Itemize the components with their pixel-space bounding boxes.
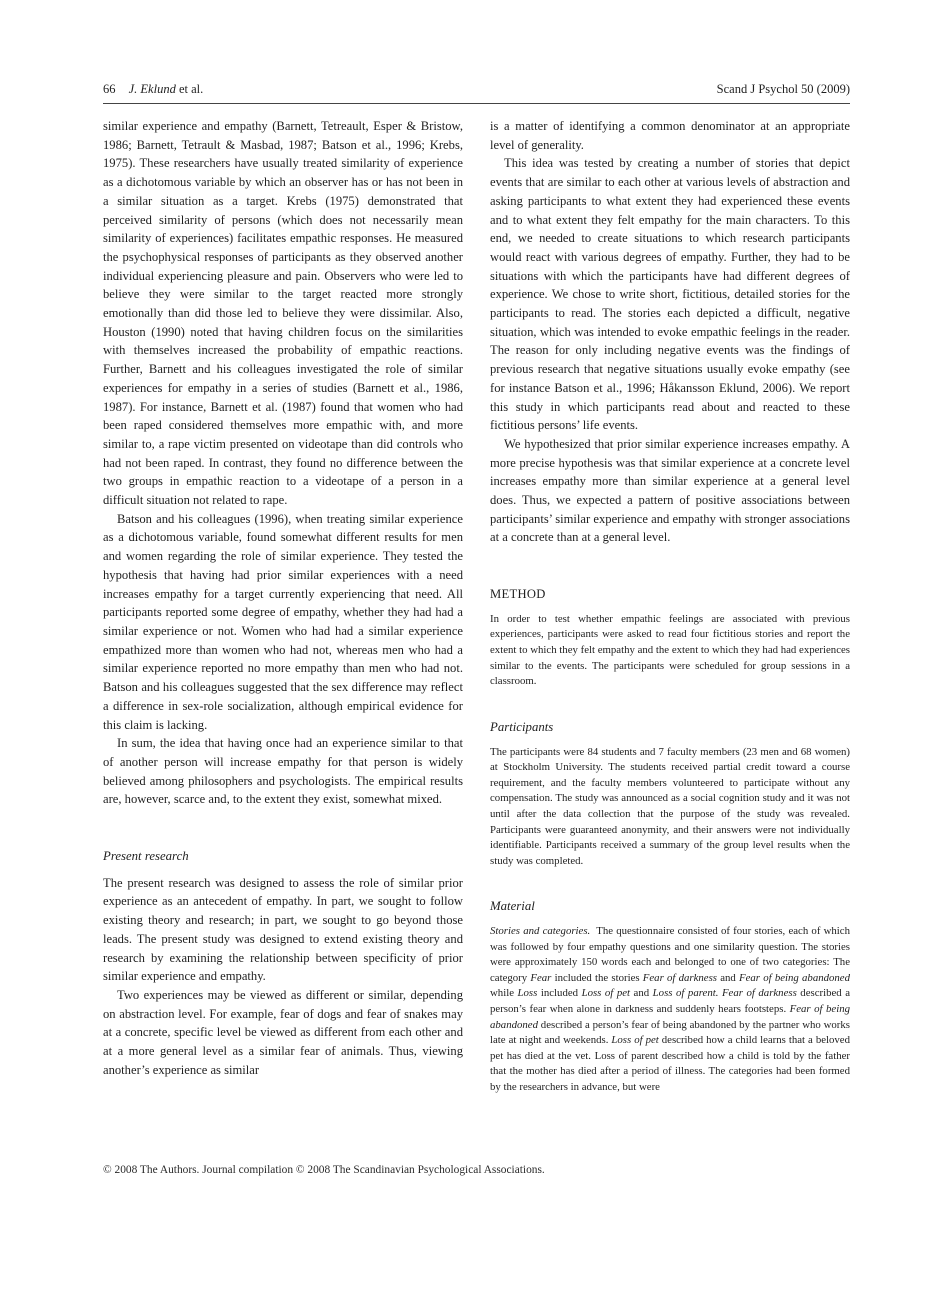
stories-paragraph: Stories and categories. The questionnaire consisted of four stories, each of which was followed by four empathy questions and one similarity question. The stories were approximately 150 words each and belonged to one of two categories: The category Fear included the stories Fear of darkness and Fear of being abandoned while Loss included Loss of pet and Loss of parent. Fear of darkness described a person’s fear when alone in darkness and suddenly hears footsteps. Fear of being abandoned described a person’s fear of being abandoned by the partner who works late at night and weekends. Loss of pet described how a child learns that a beloved pet has died at the vet. Loss of parent described how a child is told by the father that the mother has died after a period of illness. The categories had been formed by the researchers in advance, but were — [490, 925, 851, 1093]
runin-heading-stories: Stories and categories. — [490, 925, 591, 937]
copyright-footer: © 2008 The Authors. Journal compilation © 2008 The Scandinavian Psychological Associations. — [103, 1164, 545, 1176]
paragraph: similar experience and empathy (Barnett, Tetreault, Esper & Bristow, 1986; Barnett, Tetrault & Masbad, 1987; Batson et al., 1996; Krebs, 1975). These researchers have usually treated similarity of experience as a dichotomous variable by which an observer has or has not been in a similar situation as a target. Krebs (1975) demonstrated that perceived similarity of persons (which does not necessarily mean similarity of experiences) facilitates empathic responses. He measured the psychophysical responses of participants as they observed another individual experiencing pleasure and pain. Observers who were led to believe they were similar to the target reacted more strongly emotionally than did those led to believe they were dissimilar. Also, Houston (1990) noted that having children focus on the similarities with themselves increased the probability of empathic reactions. Further, Barnett and his colleagues investigated the role of similar experiences for empathy in a series of studies (Barnett et al., 1986, 1987). For instance, Barnett et al. (1987) found that women who had been raped considered themselves more empathic with, and more similar to, a rape victim presented on videotape than did controls who had not been raped. In contrast, they found no difference between the two groups in empathic reaction to a videotape of a person in a difficult situation not related to rape. — [103, 119, 463, 508]
paragraph: The present research was designed to assess the role of similar prior experience as an antecedent of empathy. In part, we sought to follow existing theory and research; in part, we sought to go beyond those leads. The present study was designed to extend existing theory and research by examining the relationship between specificity of prior similar experience and empathy. — [103, 875, 463, 984]
section-heading-present-research: Present research — [103, 849, 189, 864]
paragraph: Batson and his colleagues (1996), when treating similar experience as a dichotomous variable, found somewhat different results for men and women regarding the role of similar experience. They tested the hypothesis that having had prior similar experiences with a need increases empathy for a target currently experiencing that need. All participants reported some degree of empathy, whether they had had a similar experience or not. Women who had had a similar experience empathized more than women who had not, whereas men who had a similar experience reported no more empathy than men who had not. Batson and his colleagues suggested that the sex difference may reflect a difference in sex-role socialization, although empirical evidence for this claim is lacking. — [103, 511, 463, 732]
header-author-suffix: et al. — [178, 82, 204, 96]
journal-citation: Scand J Psychol 50 (2009) — [716, 82, 850, 96]
section-heading-participants: Participants — [490, 719, 554, 734]
left-column — [103, 117, 463, 1079]
header-rule — [103, 103, 850, 104]
paragraph: is a matter of identifying a common denominator at an appropriate level of generality. — [490, 119, 850, 152]
participants-paragraph: The participants were 84 students and 7 faculty members (23 men and 68 women) at Stockholm University. The students received partial credit toward a course requirement, and the faculty members volunteered to participate without any compensation. The study was announced as a social cognition study and it was not until after the data collection that the purpose of the study was revealed. Participants were guaranteed anonymity, and their answers were not individually identifiable. Participants received a summary of the group level results when the study was completed. — [490, 745, 850, 867]
paragraph: In sum, the idea that having once had an experience similar to that of another person will increase empathy for that person is widely believed among philosophers and psychologists. The empirical results are, however, scarce and, to the extent they exist, somewhat mixed. — [103, 736, 463, 807]
right-column — [490, 117, 850, 1096]
page-number: 66 — [103, 82, 116, 96]
paragraph: Two experiences may be viewed as different or similar, depending on abstraction level. For example, fear of dogs and fear of snakes may at a concrete, specific level be viewed as different from each other and at a more general level as a similar fear of animals. Thus, viewing another’s experience as similar — [103, 987, 463, 1077]
paragraph: This idea was tested by creating a number of stories that depict events that are similar to each other at various levels of abstraction and asking participants to what extent they had experienced these events and to what extent they felt empathy for the main characters. To this end, we needed to create situations to which research participants would react with various degrees of empathy. Further, they had to be situations with which the participants have had different degrees of experience. We chose to write short, fictitious, detailed stories for the participants to read. The stories each depicted a difficult, negative situation, which was intended to evoke empathic feelings in the reader. The reason for only including negative events was the findings of previous research that negative situations usually evoke empathy (see for instance Batson et al., 1996; Håkansson Eklund, 2006). We report this study in which participants read about and reacted to these fictitious persons’ life events. — [490, 156, 850, 433]
section-heading-method: METHOD — [490, 587, 546, 602]
header-author: J. Eklund — [128, 82, 176, 96]
header-left — [103, 82, 203, 97]
paragraph: We hypothesized that prior similar experience increases empathy. A more precise hypothesis was that similar experience at a concrete level increases empathy more than similar experience at a general level does. Thus, we expected a pattern of positive associations between participants’ similar experience and empathy with stronger associations at a concrete than at a general level. — [490, 436, 850, 545]
section-heading-material: Material — [490, 899, 535, 914]
running-header — [103, 82, 850, 97]
method-paragraph: In order to test whether empathic feelings are associated with previous experiences, participants were asked to read four fictitious stories and report the extent to which they felt empathy and the extent to which they had had experiences similar to the events. The participants were scheduled for group sessions in a classroom. — [490, 612, 850, 688]
